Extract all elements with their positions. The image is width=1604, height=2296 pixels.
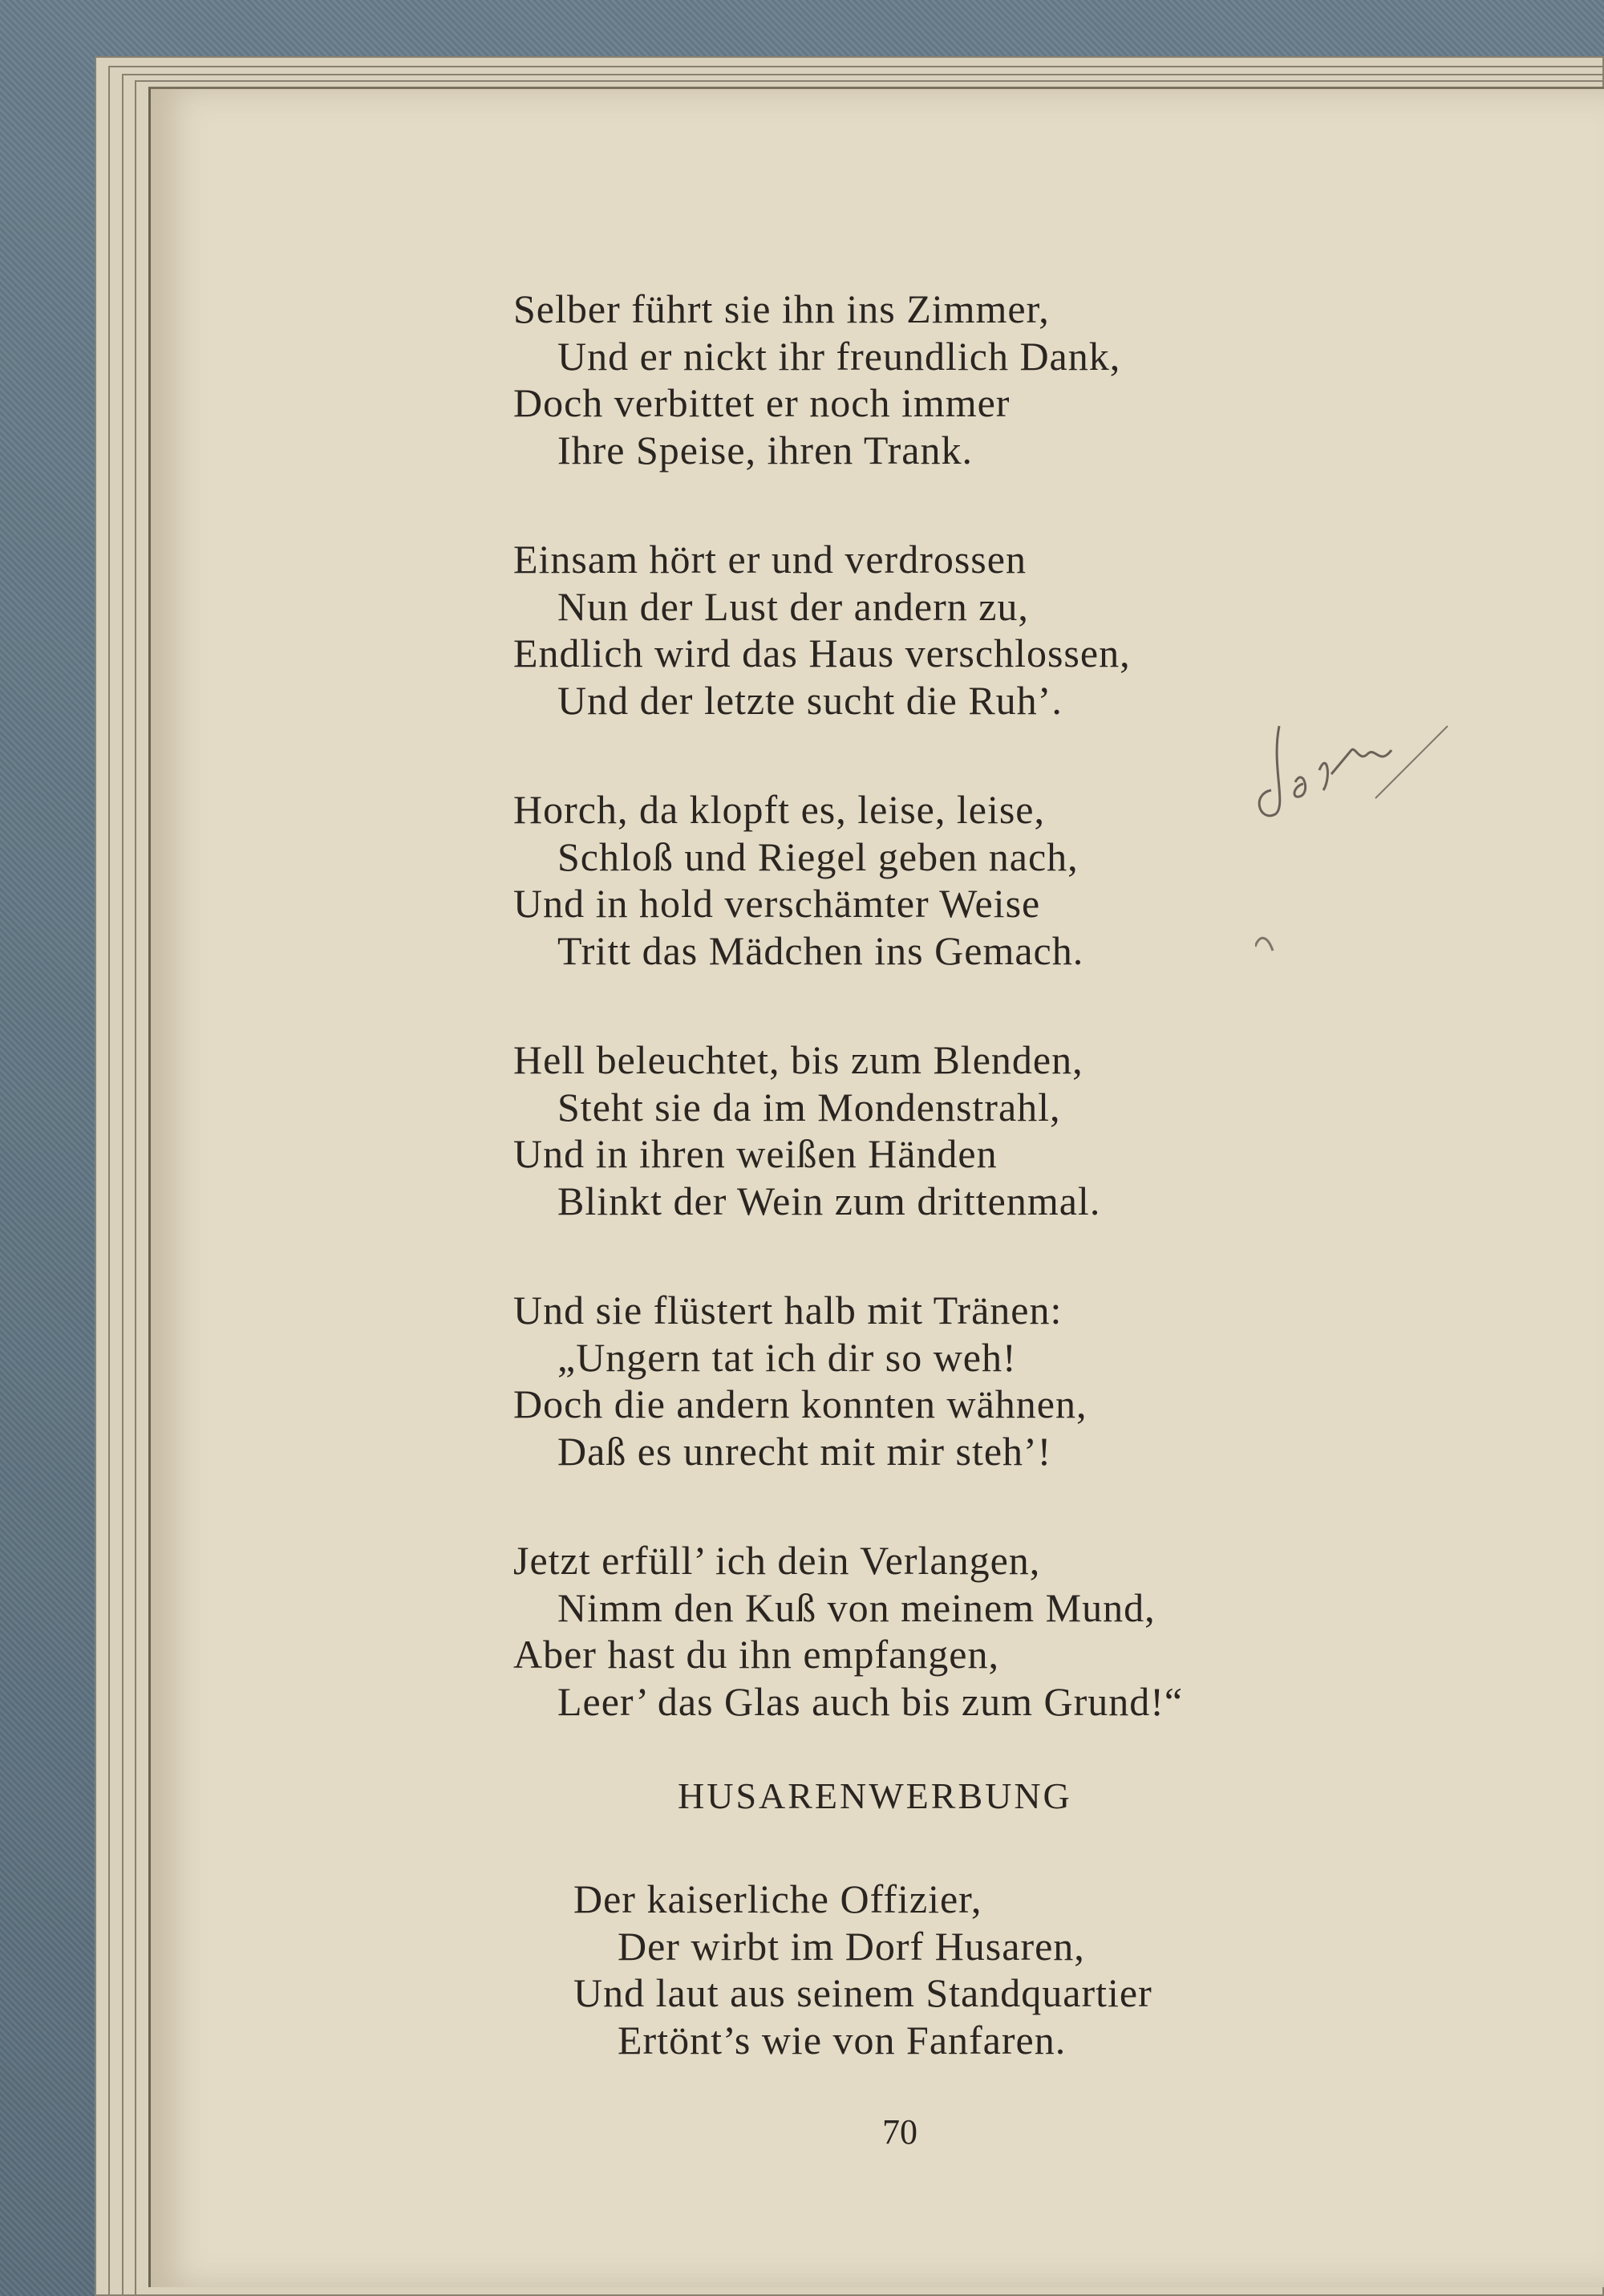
poem-title: HUSARENWERBUNG bbox=[678, 1775, 1072, 1816]
verse-line: Steht sie da im Mondenstrahl, bbox=[557, 1084, 1061, 1130]
verse-line: Der kaiserliche Offizier, bbox=[573, 1876, 982, 1921]
verse-line: Aber hast du ihn empfangen, bbox=[513, 1632, 1000, 1677]
verse-line: Nun der Lust der andern zu, bbox=[557, 583, 1029, 629]
stanza bbox=[513, 1287, 1395, 1475]
verse-line: Ihre Speise, ihren Trank. bbox=[557, 427, 973, 473]
verse-line: Endlich wird das Haus verschlossen, bbox=[513, 631, 1131, 675]
next-poem-body bbox=[573, 1876, 1456, 2063]
verse-line: Und er nickt ihr freundlich Dank, bbox=[557, 333, 1121, 379]
stanza bbox=[513, 1036, 1395, 1224]
verse-line: Ertönt’s wie von Fanfaren. bbox=[618, 2017, 1067, 2063]
verse-line: Doch die andern konnten wähnen, bbox=[513, 1381, 1088, 1426]
verse-line: Schloß und Riegel geben nach, bbox=[557, 834, 1079, 879]
stanza bbox=[513, 536, 1395, 724]
verse-line: Hell beleuchtet, bis zum Blenden, bbox=[513, 1037, 1084, 1082]
verse-line: Und laut aus seinem Standquartier bbox=[573, 1970, 1152, 2015]
page-number: 70 bbox=[882, 2112, 917, 2152]
verse-line: Daß es unrecht mit mir steh’! bbox=[557, 1428, 1052, 1474]
verse-line: Und in ihren weißen Händen bbox=[513, 1131, 998, 1176]
handwritten-annotation bbox=[1255, 718, 1464, 975]
verse-line: Und der letzte sucht die Ruh’. bbox=[557, 677, 1063, 723]
poem-body bbox=[513, 286, 1395, 1787]
stanza bbox=[513, 286, 1395, 473]
verse-line: Tritt das Mädchen ins Gemach. bbox=[557, 927, 1084, 973]
verse-line: Horch, da klopft es, leise, leise, bbox=[513, 787, 1045, 832]
verse-line: Und sie flüstert halb mit Tränen: bbox=[513, 1288, 1063, 1333]
verse-line: Selber führt sie ihn ins Zimmer, bbox=[513, 286, 1050, 331]
verse-line: Jetzt erfüll’ ich dein Verlangen, bbox=[513, 1538, 1041, 1583]
verse-line: Und in hold verschämter Weise bbox=[513, 881, 1041, 926]
verse-line: Leer’ das Glas auch bis zum Grund!“ bbox=[557, 1678, 1184, 1724]
verse-line: Der wirbt im Dorf Husaren, bbox=[618, 1923, 1085, 1969]
verse-line: Blinkt der Wein zum drittenmal. bbox=[557, 1178, 1101, 1223]
verse-line: Nimm den Kuß von meinem Mund, bbox=[557, 1584, 1156, 1630]
verse-line: „Ungern tat ich dir so weh! bbox=[557, 1334, 1017, 1380]
verse-line: Einsam hört er und verdrossen bbox=[513, 537, 1027, 582]
stanza bbox=[513, 1537, 1395, 1725]
verse-line: Doch verbittet er noch immer bbox=[513, 380, 1011, 425]
